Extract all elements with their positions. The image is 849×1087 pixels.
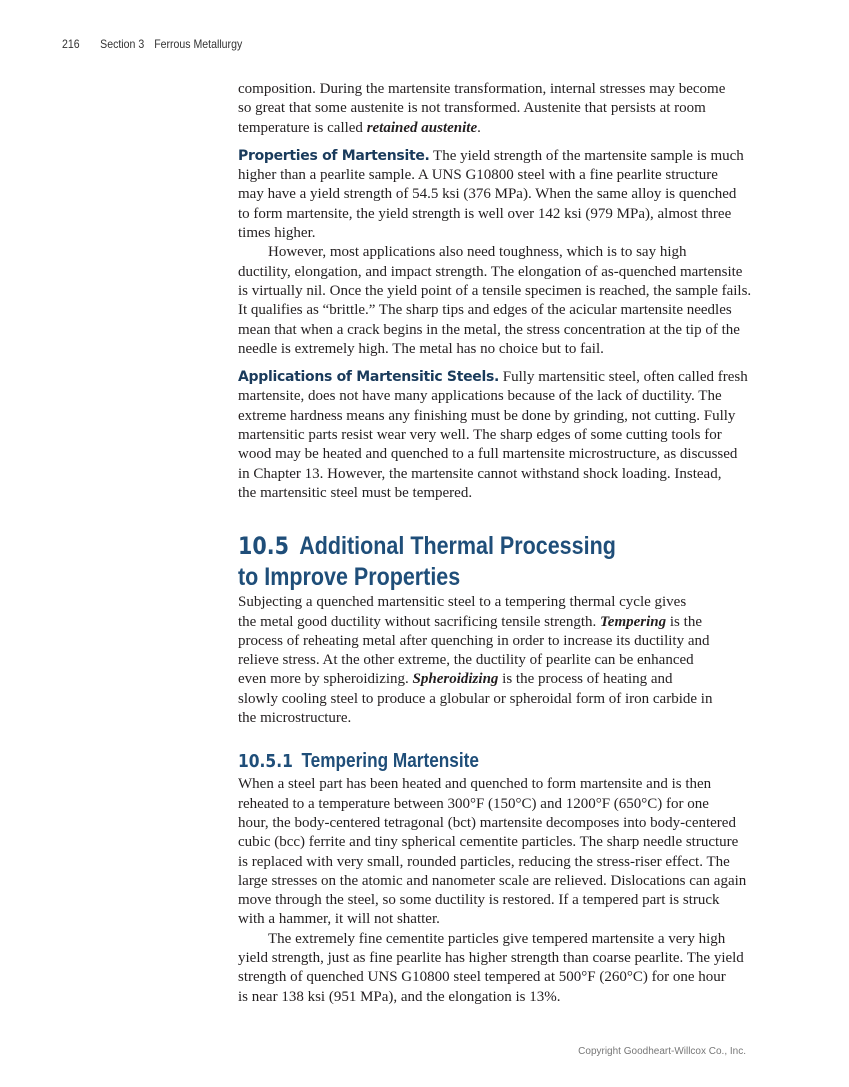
text-line: extreme hardness means any finishing must be done by grinding, not cutting. Fully	[238, 407, 736, 424]
body-column	[238, 80, 752, 1016]
paragraph	[238, 80, 748, 138]
text-line: to form martensite, the yield strength is well over 142 ksi (979 MPa), almost three	[238, 205, 732, 222]
text-line: Properties of Martensite. The yield strength of the martensite sample is much	[238, 147, 744, 164]
text-line: hour, the body-centered tetragonal (bct) martensite decomposes into body-centered	[238, 814, 736, 831]
paragraph	[238, 368, 748, 503]
text-line: higher than a pearlite sample. A UNS G10800 steel with a fine pearlite structure	[238, 167, 718, 184]
text-line: needle is extremely high. The metal has no choice but to fail.	[238, 340, 604, 357]
text-line: It qualifies as “brittle.” The sharp tips and edges of the acicular martensite needles	[238, 302, 732, 319]
run-in-heading: Properties of Martensite.	[238, 147, 430, 164]
text-line: yield strength, just as fine pearlite has higher strength than coarse pearlite. The yield	[238, 949, 744, 966]
section-label: Section 3	[100, 37, 145, 51]
text-line: the metal good ductility without sacrificing tensile strength. Tempering is the	[238, 613, 702, 630]
section-number: 10.5	[238, 532, 289, 561]
text-line: slowly cooling steel to produce a globular or spheroidal form of iron carbide in	[238, 690, 713, 707]
chapter-title: Ferrous Metallurgy	[154, 37, 243, 51]
subsection-heading	[238, 748, 677, 775]
text-line: process of reheating metal after quenching in order to increase its ductility and	[238, 632, 710, 649]
text-line: the microstructure.	[238, 710, 352, 727]
text-line: is virtually nil. Once the yield point of a tensile specimen is reached, the sample fails.	[238, 282, 752, 299]
text-line: relieve stress. At the other extreme, the ductility of pearlite can be enhanced	[238, 652, 694, 669]
text-line: is replaced with very small, rounded particles, reducing the stress-riser effect. The	[238, 853, 730, 870]
key-term: Spheroidizing	[412, 671, 499, 688]
text-line: martensitic parts resist wear very well. The sharp edges of some cutting tools for	[238, 427, 722, 444]
text-line: large stresses on the atomic and nanometer scale are relieved. Dislocations can again	[238, 872, 747, 889]
text-line: in Chapter 13. However, the martensite cannot withstand shock loading. Instead,	[238, 465, 722, 482]
text-line: reheated to a temperature between 300°F (150°C) and 1200°F (650°C) for one	[238, 795, 709, 812]
text-line: The extremely fine cementite particles give tempered martensite a very high	[268, 930, 726, 947]
text-line: is near 138 ksi (951 MPa), and the elongation is 13%.	[238, 988, 561, 1005]
text-line: Subjecting a quenched martensitic steel to a tempering thermal cycle gives	[238, 594, 687, 611]
text-line: may have a yield strength of 54.5 ksi (376 MPa). When the same alloy is quenched	[238, 186, 737, 203]
text-line: with a hammer, it will not shatter.	[238, 911, 440, 928]
text-line: martensite, does not have many applications because of the lack of ductility. The	[238, 388, 722, 405]
heading-line: 10.5.1 Tempering Martensite	[238, 750, 479, 773]
text-line: cubic (bcc) ferrite and tiny spherical cementite particles. The sharp needle structure	[238, 834, 739, 851]
copyright-footer: Copyright Goodheart-Willcox Co., Inc.	[578, 1046, 746, 1057]
heading-line: to Improve Properties	[238, 563, 461, 592]
text-line: strength of quenched UNS G10800 steel tempered at 500°F (260°C) for one hour	[238, 969, 726, 986]
paragraph	[238, 775, 748, 929]
text-line: temperature is called retained austenite.	[238, 119, 481, 136]
text-line: wood may be heated and quenched to a full martensite microstructure, as discussed	[238, 446, 738, 463]
run-in-heading: Applications of Martensitic Steels.	[238, 369, 500, 386]
paragraph	[238, 930, 748, 1007]
text-line: so great that some austenite is not transformed. Austenite that persists at room	[238, 100, 706, 117]
key-term: retained austenite	[366, 119, 478, 136]
text-line: When a steel part has been heated and quenched to form martensite and is then	[238, 776, 712, 793]
page-number: 216	[62, 37, 80, 51]
paragraph	[238, 243, 752, 359]
running-header	[62, 37, 260, 51]
text-line: the martensitic steel must be tempered.	[238, 484, 473, 501]
text-line: ductility, elongation, and impact strength. The elongation of as-quenched martensite	[238, 263, 743, 280]
paragraph	[238, 593, 748, 728]
section-heading	[238, 531, 677, 593]
paragraph	[238, 147, 748, 243]
text-line: mean that when a crack begins in the metal, the stress concentration at the tip of the	[238, 321, 740, 338]
text-line: even more by spheroidizing. Spheroidizing is the process of heating and	[238, 671, 673, 688]
text-line: move through the steel, so some ductility is restored. If a tempered part is struck	[238, 892, 720, 909]
section-number: 10.5.1	[238, 751, 293, 773]
heading-line: 10.5 Additional Thermal Processing	[238, 532, 616, 561]
text-line: times higher.	[238, 225, 316, 242]
text-line: However, most applications also need toughness, which is to say high	[268, 244, 687, 261]
text-line: Applications of Martensitic Steels. Fully martensitic steel, often called fresh	[238, 369, 748, 386]
text-line: composition. During the martensite transformation, internal stresses may become	[238, 81, 726, 97]
key-term: Tempering	[600, 613, 667, 630]
